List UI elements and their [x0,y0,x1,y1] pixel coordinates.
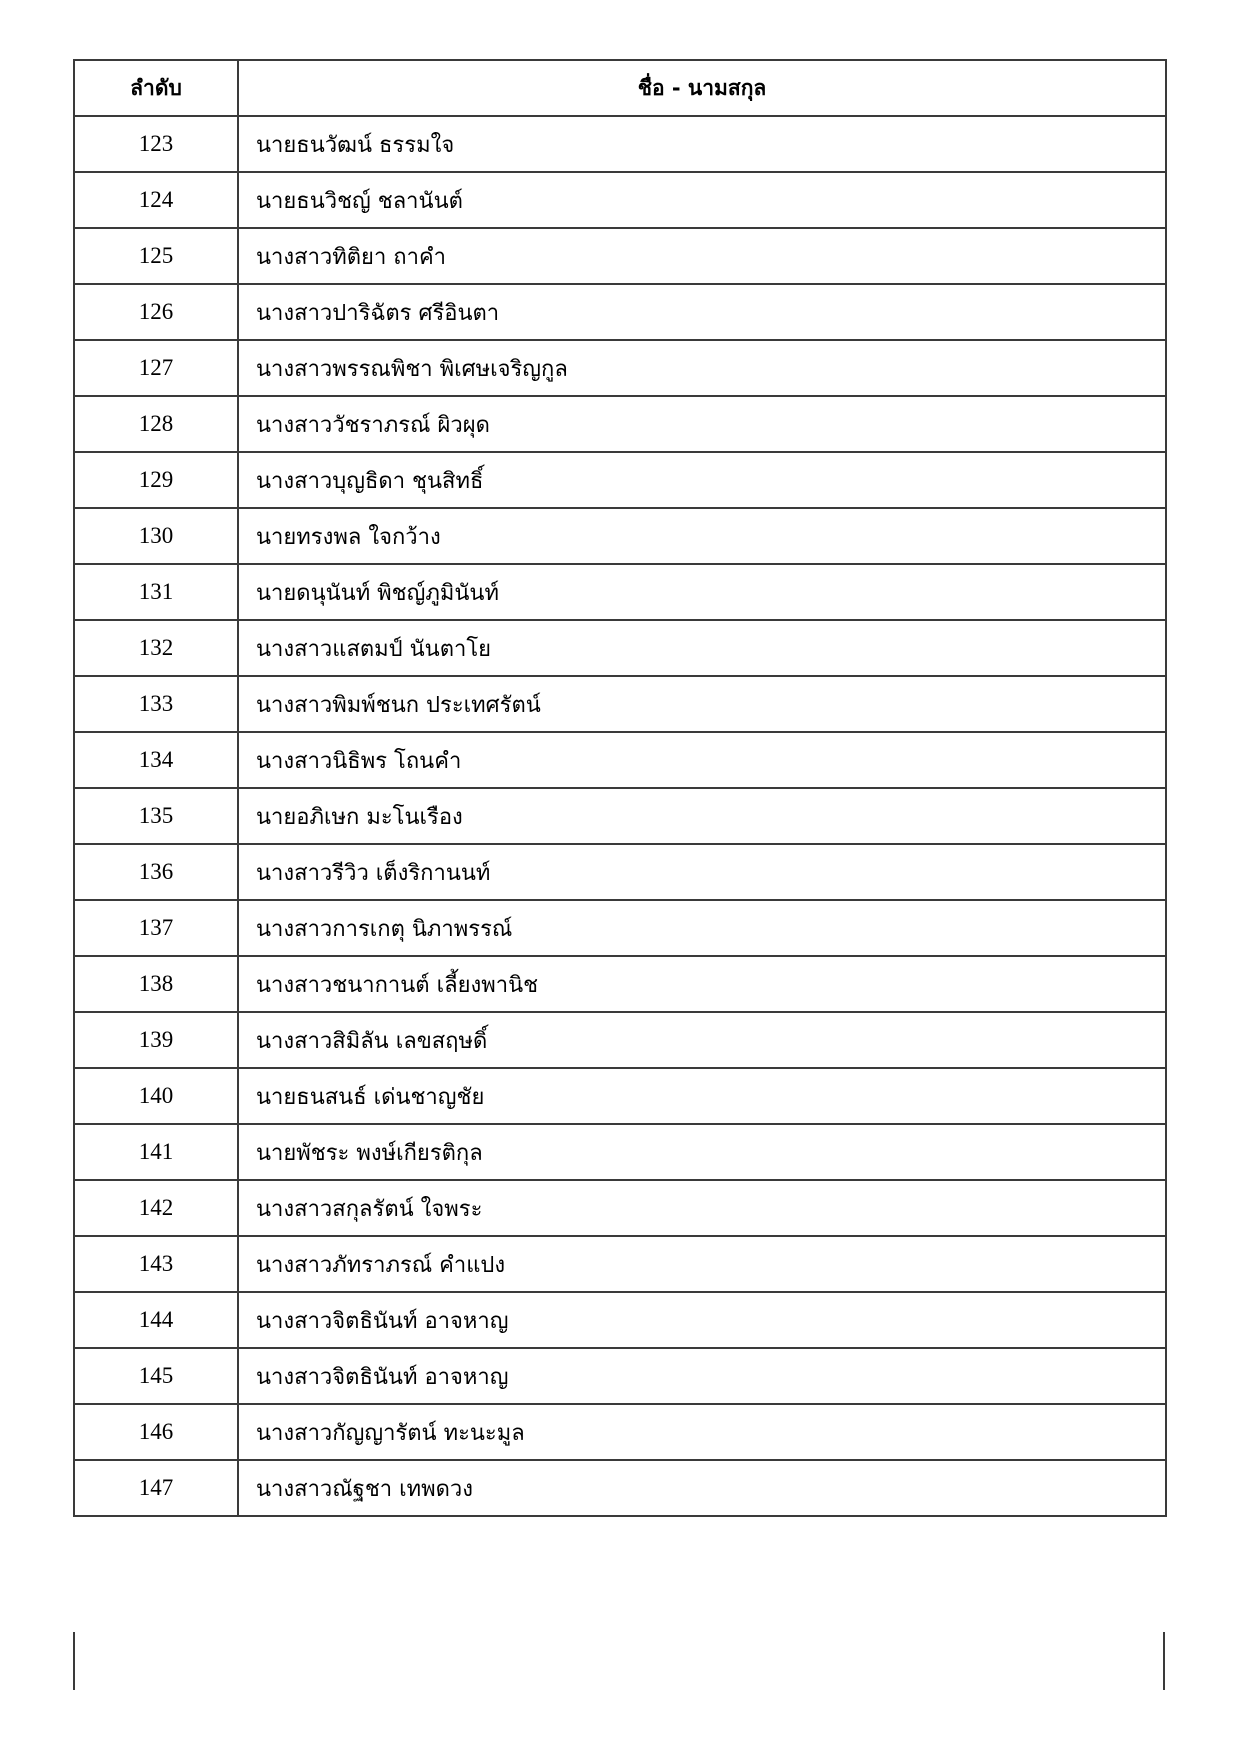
table-row [74,1180,1166,1236]
row-full-name: นางสาวสกุลรัตน์ ใจพระ [238,1180,1166,1236]
row-number: 140 [74,1068,238,1124]
row-number: 134 [74,732,238,788]
row-number: 133 [74,676,238,732]
table-row [74,340,1166,396]
table-row [74,1236,1166,1292]
row-number: 142 [74,1180,238,1236]
row-full-name: นางสาวสิมิลัน เลขสฤษดิ์ [238,1012,1166,1068]
table-row [74,1012,1166,1068]
row-full-name: นางสาวรีวิว เต็งริกานนท์ [238,844,1166,900]
row-full-name: นางสาวพิมพ์ชนก ประเทศรัตน์ [238,676,1166,732]
table-row [74,1348,1166,1404]
row-full-name: นางสาวณัฐชา เทพดวง [238,1460,1166,1516]
table-row [74,788,1166,844]
row-full-name: นายทรงพล ใจกว้าง [238,508,1166,564]
row-number: 129 [74,452,238,508]
row-full-name: นางสาวแสตมป์ นันตาโย [238,620,1166,676]
row-number: 126 [74,284,238,340]
table-continuation [73,1632,1165,1690]
row-full-name: นายธนวัฒน์ ธรรมใจ [238,116,1166,172]
row-full-name: นางสาวจิตธินันท์ อาจหาญ [238,1348,1166,1404]
row-full-name: นางสาวบุญธิดา ชุนสิทธิ์ [238,452,1166,508]
row-number: 128 [74,396,238,452]
row-number: 124 [74,172,238,228]
row-full-name: นางสาวทิติยา ถาคำ [238,228,1166,284]
row-number: 131 [74,564,238,620]
row-number: 136 [74,844,238,900]
table-row [74,844,1166,900]
row-number: 125 [74,228,238,284]
row-full-name: นางสาวพรรณพิชา พิเศษเจริญกูล [238,340,1166,396]
row-full-name: นายธนวิชญ์ ชลานันต์ [238,172,1166,228]
table-row [74,732,1166,788]
row-number: 138 [74,956,238,1012]
table-row [74,564,1166,620]
row-full-name: นายดนุนันท์ พิชญ์ภูมินันท์ [238,564,1166,620]
row-full-name: นางสาวปาริฉัตร ศรีอินตา [238,284,1166,340]
table-row [74,1068,1166,1124]
row-number: 141 [74,1124,238,1180]
table-row [74,172,1166,228]
row-number: 127 [74,340,238,396]
row-number: 123 [74,116,238,172]
table-header-row [74,60,1166,116]
row-number: 135 [74,788,238,844]
row-number: 143 [74,1236,238,1292]
table-row [74,452,1166,508]
row-full-name: นางสาวกัญญารัตน์ ทะนะมูล [238,1404,1166,1460]
column-header-full-name: ชื่อ - นามสกุล [238,60,1166,116]
row-full-name: นายอภิเษก มะโนเรือง [238,788,1166,844]
table-body [74,116,1166,1516]
table-row [74,508,1166,564]
row-full-name: นางสาวนิธิพร โถนคำ [238,732,1166,788]
table-row [74,956,1166,1012]
row-number: 130 [74,508,238,564]
row-number: 144 [74,1292,238,1348]
row-full-name: นางสาวชนากานต์ เลี้ยงพานิช [238,956,1166,1012]
table-row [74,396,1166,452]
table-row [74,620,1166,676]
table-row [74,228,1166,284]
table-row [74,900,1166,956]
table-row [74,1292,1166,1348]
table-row [74,676,1166,732]
table-row [74,1124,1166,1180]
row-number: 147 [74,1460,238,1516]
row-full-name: นายธนสนธ์ เด่นชาญชัย [238,1068,1166,1124]
row-number: 146 [74,1404,238,1460]
table-row [74,116,1166,172]
column-header-number: ลำดับ [74,60,238,116]
table-row [74,1460,1166,1516]
table-row [74,1404,1166,1460]
row-full-name: นางสาวจิตธินันท์ อาจหาญ [238,1292,1166,1348]
row-number: 139 [74,1012,238,1068]
row-full-name: นางสาววัชราภรณ์ ผิวผุด [238,396,1166,452]
row-number: 145 [74,1348,238,1404]
row-full-name: นางสาวการเกตุ นิภาพรรณ์ [238,900,1166,956]
row-number: 132 [74,620,238,676]
row-full-name: นายพัชระ พงษ์เกียรติกุล [238,1124,1166,1180]
name-list-table [73,59,1167,1517]
row-full-name: นางสาวภัทราภรณ์ คำแปง [238,1236,1166,1292]
table-row [74,284,1166,340]
row-number: 137 [74,900,238,956]
